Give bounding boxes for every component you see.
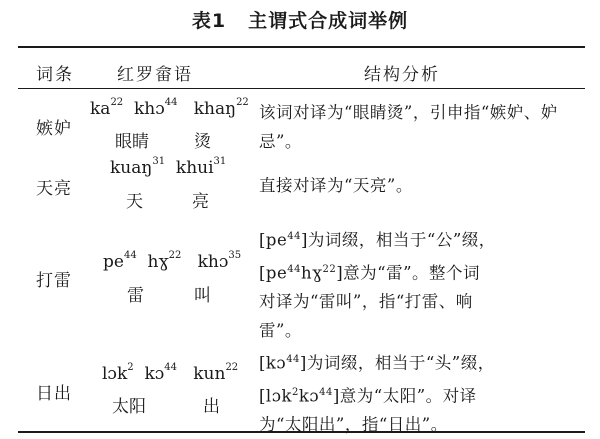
- gloss-bright: 亮: [192, 192, 209, 212]
- term-cell: 日出: [36, 384, 72, 404]
- header-analysis: 结构分析: [364, 65, 440, 85]
- gloss-call: 叫: [194, 286, 211, 306]
- gloss-eyes: 眼睛: [115, 132, 149, 152]
- analysis-text: [kɔ$^{44}$]为词缀，相当于“头”缀， [lɔk$^2$kɔ$^{44}$]意为“太阳”。对译 为“太阳出”，指“日出”。: [259, 353, 495, 434]
- ipa-transcription: $ka^{22}$ khɔ$^{44}$ khaŋ$^{22}$: [90, 97, 249, 119]
- gloss-thunder: 雷: [127, 286, 144, 306]
- table-number: 表1: [191, 10, 227, 32]
- term-cell: 嫉妒: [36, 119, 72, 139]
- ipa-transcription: $pe^{44}$ hɣ$^{22}$ khɔ$^{35}$: [103, 250, 242, 272]
- analysis-text: $[pe^{44}]$为词缀，相当于“公”缀， $[pe^{44}hɣ^{22}]$意为“雷”。整个词 对译为“雷叫”，指“打雷、响 雷”。: [259, 230, 496, 340]
- gloss-sky: 天: [126, 192, 143, 212]
- header-language: 红罗畲语: [117, 65, 193, 85]
- gloss-hot: 烫: [194, 132, 211, 152]
- header-term: 词条: [36, 65, 74, 85]
- gloss-sun: 太阳: [112, 397, 146, 417]
- analysis-text: 该词对译为“眼睛烫”，引申指“嫉妒、妒忌”。: [259, 103, 558, 151]
- table-caption: [0, 6, 600, 33]
- top-rule: [18, 46, 585, 48]
- table-title: 主谓式合成词举例: [248, 10, 409, 32]
- gloss-out: 出: [203, 397, 220, 417]
- header-rule: [18, 88, 585, 89]
- analysis-text: 直接对译为“天亮”。: [259, 176, 413, 195]
- term-cell: 天亮: [36, 179, 72, 199]
- ipa-transcription: kuaŋ$^{31}$ khui$^{31}$: [110, 156, 227, 178]
- ipa-transcription: lɔk$^2$ kɔ$^{44}$ kun$^{22}$: [102, 362, 239, 384]
- term-cell: 打雷: [36, 271, 72, 291]
